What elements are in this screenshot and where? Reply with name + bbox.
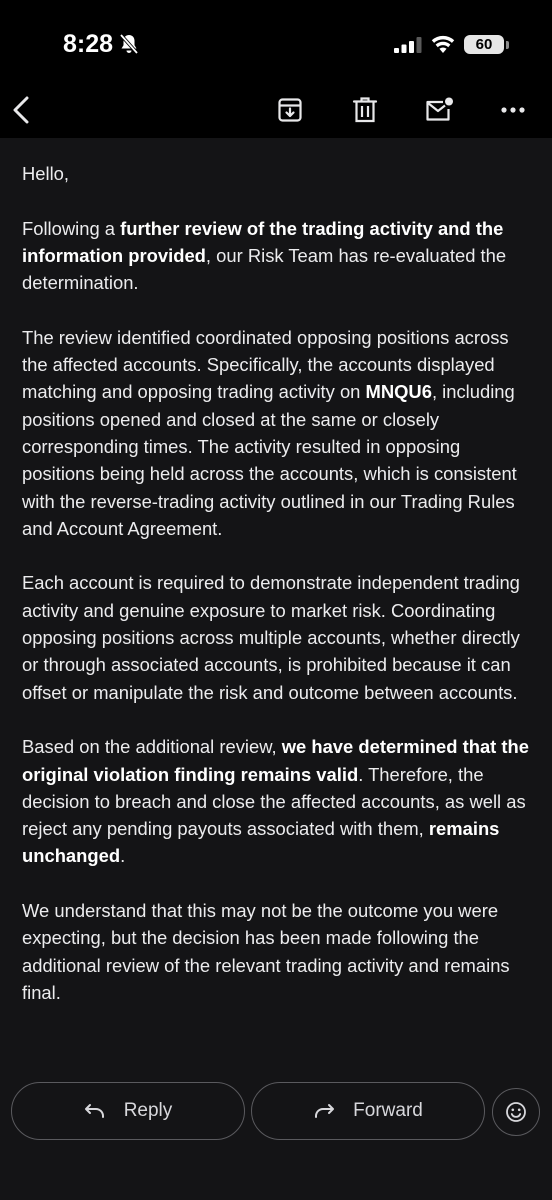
- battery-cap: [506, 41, 509, 49]
- delete-button[interactable]: [345, 90, 385, 130]
- back-arrow-icon: [10, 96, 34, 124]
- mark-unread-button[interactable]: [419, 90, 459, 130]
- email-toolbar: [0, 90, 552, 138]
- p2-text-b: , including positions opened and closed at the same or closely corresponding times. The activity resulted in opposing positions being held across the accounts, which is consistent with the reverse-trading activity outlined in our Trading Rules and Account Agreement.: [22, 381, 517, 539]
- more-icon: [501, 106, 525, 114]
- p4-text-b: . Therefore, the decision to breach and close the affected accounts, as well as reject any pending payouts associated with them,: [22, 763, 526, 840]
- reply-arrow-icon: [84, 1103, 106, 1119]
- email-paragraph-2: [22, 324, 534, 542]
- status-time: 8:28: [63, 30, 114, 58]
- wifi-icon: [431, 34, 455, 59]
- email-greeting: Hello,: [22, 163, 70, 184]
- forward-label: Forward: [353, 1100, 423, 1121]
- battery-icon: 60: [464, 35, 504, 54]
- p4-bold-1: we have determined that the original violation finding remains valid: [22, 736, 530, 785]
- p2-text-a: The review identified coordinated opposing positions across the affected accounts. Specifically, the accounts displayed matching and opposing trading activity on: [22, 326, 509, 403]
- email-paragraph-5: We understand that this may not be the outcome you were expecting, but the decision has been made following the additional review of the relevant trading activity and remains final.: [22, 900, 510, 1003]
- p1-bold: further review of the trading activity and the information provided: [22, 217, 504, 266]
- trash-icon: [352, 96, 378, 124]
- email-body: [0, 138, 552, 1058]
- archive-button[interactable]: [270, 90, 310, 130]
- status-bar: [0, 0, 552, 90]
- p2-bold: MNQU6: [365, 381, 432, 403]
- p1-text-a: Following a: [22, 217, 121, 239]
- archive-icon: [277, 97, 303, 123]
- reply-button[interactable]: [11, 1082, 245, 1140]
- back-button[interactable]: [2, 90, 42, 130]
- email-action-bar: [0, 1058, 552, 1200]
- email-message: [22, 160, 534, 1034]
- email-paragraph-4: [22, 733, 534, 869]
- more-button[interactable]: [493, 90, 533, 130]
- reply-label: Reply: [123, 1100, 173, 1121]
- p1-text-b: , our Risk Team has re-evaluated the determination.: [22, 244, 507, 294]
- email-paragraph-3: Each account is required to demonstrate independent trading activity and genuine exposure to market risk. Coordinating opposing positions across multiple accounts, whether directly or through associated accounts, is prohibited because it can offset or manipulate the risk and outcome between accounts.: [22, 572, 520, 703]
- mark-unread-icon: [424, 97, 454, 123]
- bell-off-icon: [119, 33, 139, 60]
- forward-arrow-icon: [313, 1103, 335, 1119]
- emoji-reaction-icon: [505, 1101, 527, 1123]
- cellular-signal-icon: [394, 37, 422, 58]
- p4-text-c: .: [120, 845, 126, 867]
- p4-text-a: Based on the additional review,: [22, 736, 282, 758]
- p4-bold-2: remains unchanged: [22, 818, 500, 867]
- forward-button[interactable]: [251, 1082, 485, 1140]
- email-paragraph-1: [22, 215, 534, 297]
- emoji-reaction-button[interactable]: [492, 1088, 540, 1136]
